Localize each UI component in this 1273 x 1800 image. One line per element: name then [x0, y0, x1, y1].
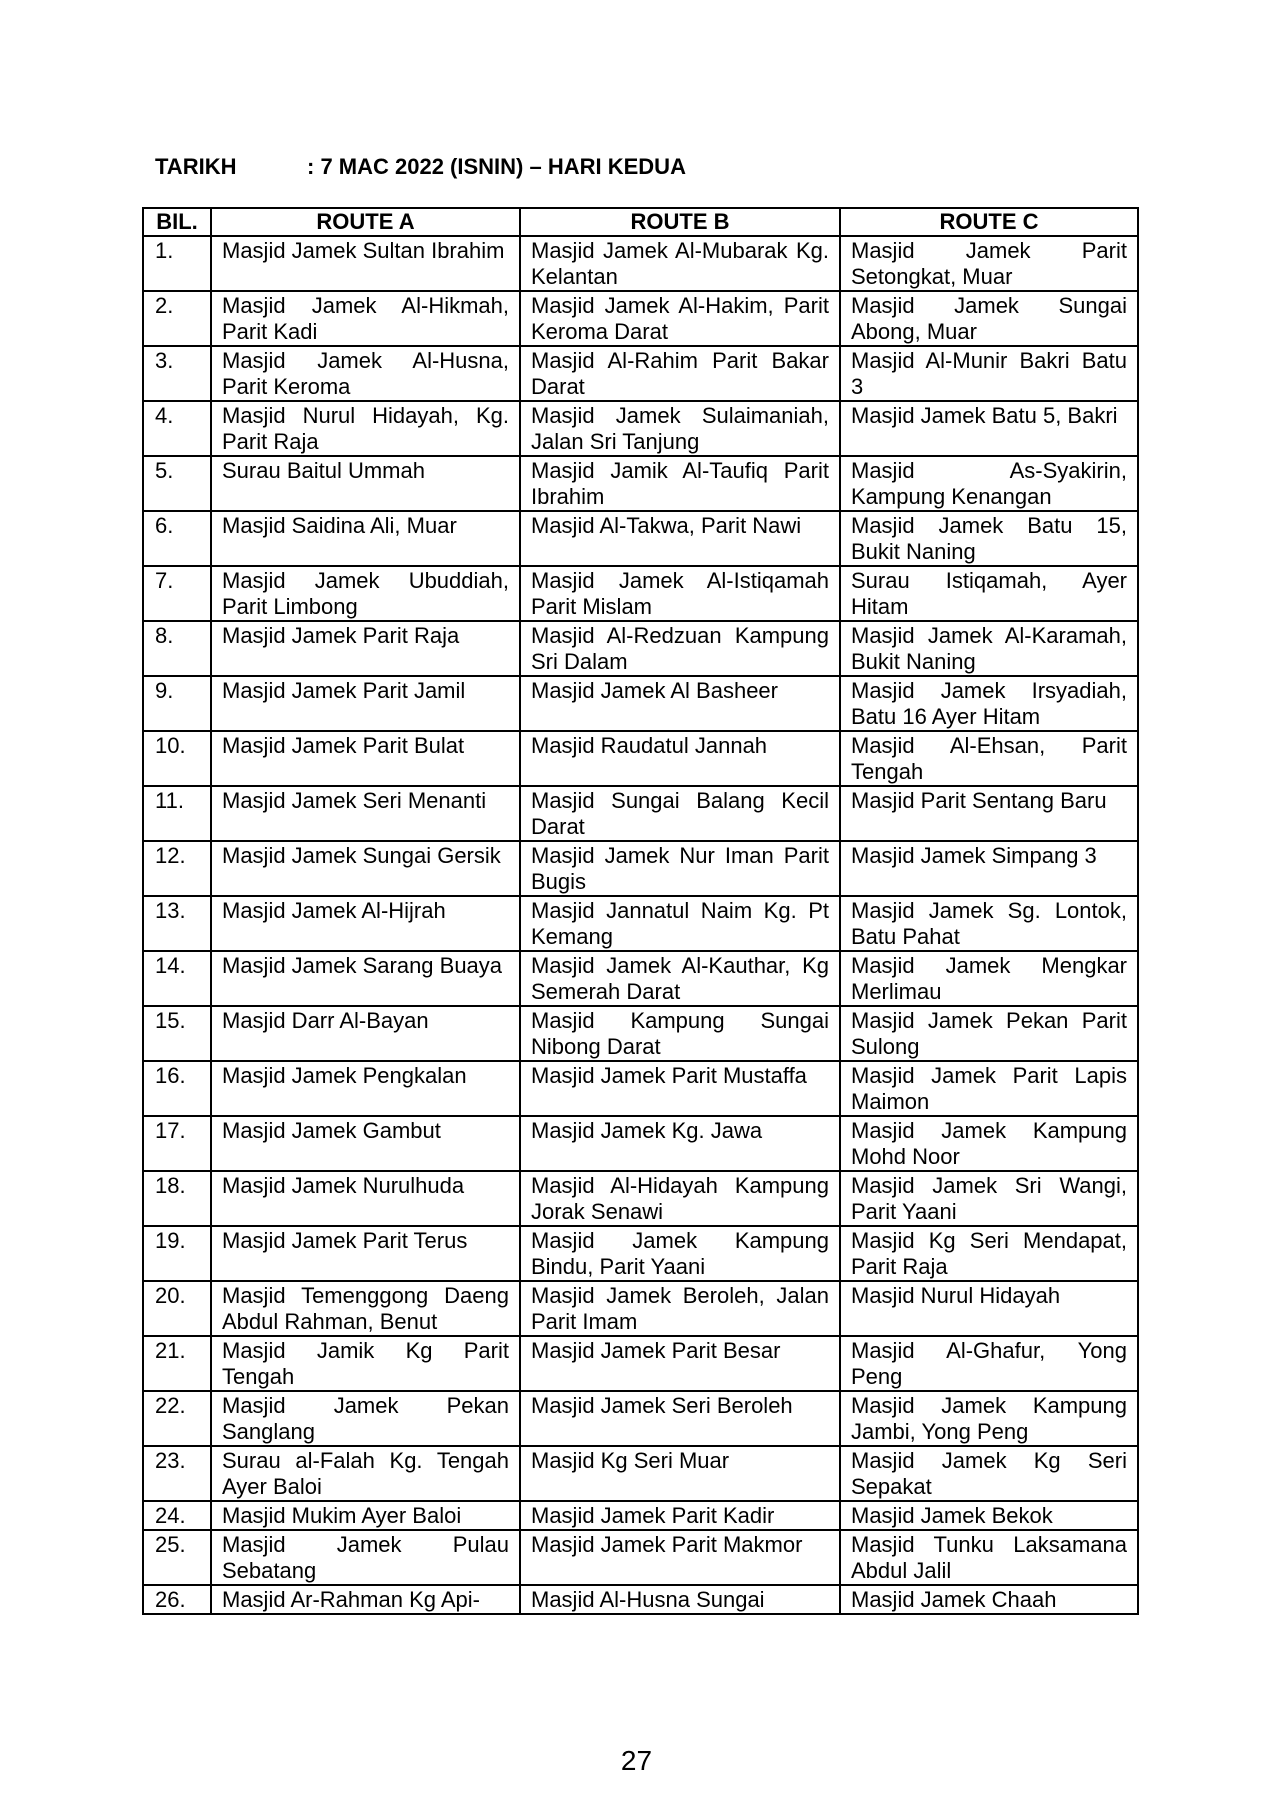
bil-cell: 16.	[143, 1061, 211, 1116]
route-b-cell: Masjid Jamek Kampung Bindu, Parit Yaani	[520, 1226, 840, 1281]
bil-cell: 2.	[143, 291, 211, 346]
table-row	[143, 291, 1138, 346]
route-a-cell: Masjid Jamek Al-Hikmah, Parit Kadi	[211, 291, 520, 346]
bil-cell: 20.	[143, 1281, 211, 1336]
route-c-cell: Masjid Jamek Kampung Mohd Noor	[840, 1116, 1138, 1171]
route-a-cell: Masjid Jamek Gambut	[211, 1116, 520, 1171]
route-a-cell: Masjid Jamek Pekan Sanglang	[211, 1391, 520, 1446]
table-row	[143, 1061, 1138, 1116]
route-c-cell: Masjid Jamek Irsyadiah, Batu 16 Ayer Hitam	[840, 676, 1138, 731]
route-a-cell: Surau al-Falah Kg. Tengah Ayer Baloi	[211, 1446, 520, 1501]
route-b-cell: Masjid Jamik Al-Taufiq Parit Ibrahim	[520, 456, 840, 511]
route-b-cell: Masjid Al-Takwa, Parit Nawi	[520, 511, 840, 566]
bil-cell: 8.	[143, 621, 211, 676]
route-b-cell: Masjid Jamek Parit Makmor	[520, 1530, 840, 1585]
route-a-cell: Masjid Jamek Al-Hijrah	[211, 896, 520, 951]
bil-cell: 1.	[143, 236, 211, 291]
route-b-cell: Masjid Raudatul Jannah	[520, 731, 840, 786]
table-row	[143, 896, 1138, 951]
table-row	[143, 1116, 1138, 1171]
table-row	[143, 841, 1138, 896]
route-c-cell: Masjid Al-Ehsan, Parit Tengah	[840, 731, 1138, 786]
bil-cell: 17.	[143, 1116, 211, 1171]
route-a-cell: Masjid Jamek Parit Bulat	[211, 731, 520, 786]
route-a-cell: Masjid Jamek Parit Jamil	[211, 676, 520, 731]
route-b-cell: Masjid Jamek Beroleh, Jalan Parit Imam	[520, 1281, 840, 1336]
table-row	[143, 1501, 1138, 1530]
route-b-cell: Masjid Jamek Kg. Jawa	[520, 1116, 840, 1171]
route-a-cell: Masjid Jamek Sarang Buaya	[211, 951, 520, 1006]
bil-cell: 18.	[143, 1171, 211, 1226]
route-a-cell: Masjid Saidina Ali, Muar	[211, 511, 520, 566]
table-row	[143, 511, 1138, 566]
route-a-cell: Surau Baitul Ummah	[211, 456, 520, 511]
route-a-cell: Masjid Jamek Pengkalan	[211, 1061, 520, 1116]
route-a-cell: Masjid Nurul Hidayah, Kg. Parit Raja	[211, 401, 520, 456]
route-b-cell: Masjid Jamek Al-Mubarak Kg. Kelantan	[520, 236, 840, 291]
bil-cell: 13.	[143, 896, 211, 951]
bil-cell: 25.	[143, 1530, 211, 1585]
route-a-cell: Masjid Jamek Seri Menanti	[211, 786, 520, 841]
route-c-cell: Masjid Jamek Kampung Jambi, Yong Peng	[840, 1391, 1138, 1446]
route-a-cell: Masjid Temenggong Daeng Abdul Rahman, Benut	[211, 1281, 520, 1336]
route-c-cell: Masjid Jamek Batu 5, Bakri	[840, 401, 1138, 456]
column-header-bil: BIL.	[143, 208, 211, 236]
bil-cell: 3.	[143, 346, 211, 401]
route-schedule-table	[142, 207, 1139, 1615]
route-b-cell: Masjid Jamek Al-Istiqamah Parit Mislam	[520, 566, 840, 621]
route-a-cell: Masjid Jamek Sungai Gersik	[211, 841, 520, 896]
route-a-cell: Masjid Darr Al-Bayan	[211, 1006, 520, 1061]
route-a-cell: Masjid Jamek Pulau Sebatang	[211, 1530, 520, 1585]
route-c-cell: Masjid Jamek Mengkar Merlimau	[840, 951, 1138, 1006]
route-a-cell: Masjid Jamek Parit Raja	[211, 621, 520, 676]
route-b-cell: Masjid Jamek Sulaimaniah, Jalan Sri Tanjung	[520, 401, 840, 456]
bil-cell: 12.	[143, 841, 211, 896]
route-a-cell: Masjid Mukim Ayer Baloi	[211, 1501, 520, 1530]
route-c-cell: Masjid Jamek Parit Lapis Maimon	[840, 1061, 1138, 1116]
bil-cell: 14.	[143, 951, 211, 1006]
route-b-cell: Masjid Jamek Parit Kadir	[520, 1501, 840, 1530]
route-a-cell: Masjid Ar-Rahman Kg Api-	[211, 1585, 520, 1614]
route-b-cell: Masjid Jamek Parit Besar	[520, 1336, 840, 1391]
route-a-cell: Masjid Jamek Parit Terus	[211, 1226, 520, 1281]
table-row	[143, 1446, 1138, 1501]
date-value: : 7 MAC 2022 (ISNIN) – HARI KEDUA	[307, 154, 686, 179]
route-a-cell: Masjid Jamek Ubuddiah, Parit Limbong	[211, 566, 520, 621]
table-row	[143, 951, 1138, 1006]
route-c-cell: Masjid Jamek Kg Seri Sepakat	[840, 1446, 1138, 1501]
route-c-cell: Masjid Jamek Sri Wangi, Parit Yaani	[840, 1171, 1138, 1226]
route-c-cell: Masjid Tunku Laksamana Abdul Jalil	[840, 1530, 1138, 1585]
bil-cell: 4.	[143, 401, 211, 456]
route-c-cell: Masjid Parit Sentang Baru	[840, 786, 1138, 841]
date-label: TARIKH	[155, 154, 237, 179]
table-row	[143, 456, 1138, 511]
table-row	[143, 401, 1138, 456]
page-number: 27	[620, 1745, 653, 1776]
bil-cell: 22.	[143, 1391, 211, 1446]
table-row	[143, 731, 1138, 786]
route-b-cell: Masjid Jamek Nur Iman Parit Bugis	[520, 841, 840, 896]
column-header-route-b: ROUTE B	[520, 208, 840, 236]
column-header-route-a: ROUTE A	[211, 208, 520, 236]
route-b-cell: Masjid Jamek Al-Kauthar, Kg Semerah Darat	[520, 951, 840, 1006]
route-a-cell: Masjid Jamek Sultan Ibrahim	[211, 236, 520, 291]
route-b-cell: Masjid Jannatul Naim Kg. Pt Kemang	[520, 896, 840, 951]
route-c-cell: Masjid Jamek Chaah	[840, 1585, 1138, 1614]
route-c-cell: Masjid Jamek Sg. Lontok, Batu Pahat	[840, 896, 1138, 951]
route-b-cell: Masjid Al-Hidayah Kampung Jorak Senawi	[520, 1171, 840, 1226]
route-c-cell: Masjid Jamek Sungai Abong, Muar	[840, 291, 1138, 346]
route-a-cell: Masjid Jamik Kg Parit Tengah	[211, 1336, 520, 1391]
bil-cell: 21.	[143, 1336, 211, 1391]
route-b-cell: Masjid Jamek Al Basheer	[520, 676, 840, 731]
table-row	[143, 1226, 1138, 1281]
bil-cell: 26.	[143, 1585, 211, 1614]
bil-cell: 10.	[143, 731, 211, 786]
route-b-cell: Masjid Kg Seri Muar	[520, 1446, 840, 1501]
date-header	[155, 154, 686, 180]
route-c-cell: Masjid Jamek Al-Karamah, Bukit Naning	[840, 621, 1138, 676]
route-c-cell: Masjid Jamek Pekan Parit Sulong	[840, 1006, 1138, 1061]
table-row	[143, 1336, 1138, 1391]
table-row	[143, 1281, 1138, 1336]
bil-cell: 9.	[143, 676, 211, 731]
route-c-cell: Masjid Kg Seri Mendapat, Parit Raja	[840, 1226, 1138, 1281]
bil-cell: 5.	[143, 456, 211, 511]
route-b-cell: Masjid Al-Husna Sungai	[520, 1585, 840, 1614]
route-c-cell: Masjid Jamek Parit Setongkat, Muar	[840, 236, 1138, 291]
route-b-cell: Masjid Al-Rahim Parit Bakar Darat	[520, 346, 840, 401]
table-row	[143, 621, 1138, 676]
table-row	[143, 1585, 1138, 1614]
table-row	[143, 236, 1138, 291]
route-c-cell: Masjid Nurul Hidayah	[840, 1281, 1138, 1336]
route-c-cell: Masjid Jamek Simpang 3	[840, 841, 1138, 896]
bil-cell: 15.	[143, 1006, 211, 1061]
route-a-cell: Masjid Jamek Al-Husna, Parit Keroma	[211, 346, 520, 401]
table-row	[143, 346, 1138, 401]
route-b-cell: Masjid Sungai Balang Kecil Darat	[520, 786, 840, 841]
route-c-cell: Masjid Al-Munir Bakri Batu 3	[840, 346, 1138, 401]
table-row	[143, 1171, 1138, 1226]
route-c-cell: Masjid Jamek Batu 15, Bukit Naning	[840, 511, 1138, 566]
route-b-cell: Masjid Al-Redzuan Kampung Sri Dalam	[520, 621, 840, 676]
table-row	[143, 1391, 1138, 1446]
table-row	[143, 1006, 1138, 1061]
route-b-cell: Masjid Jamek Al-Hakim, Parit Keroma Darat	[520, 291, 840, 346]
table-row	[143, 1530, 1138, 1585]
route-b-cell: Masjid Kampung Sungai Nibong Darat	[520, 1006, 840, 1061]
route-c-cell: Masjid As-Syakirin, Kampung Kenangan	[840, 456, 1138, 511]
bil-cell: 19.	[143, 1226, 211, 1281]
route-c-cell: Masjid Jamek Bekok	[840, 1501, 1138, 1530]
bil-cell: 24.	[143, 1501, 211, 1530]
bil-cell: 7.	[143, 566, 211, 621]
route-a-cell: Masjid Jamek Nurulhuda	[211, 1171, 520, 1226]
bil-cell: 11.	[143, 786, 211, 841]
table-row	[143, 566, 1138, 621]
route-c-cell: Surau Istiqamah, Ayer Hitam	[840, 566, 1138, 621]
table-row	[143, 676, 1138, 731]
column-header-route-c: ROUTE C	[840, 208, 1138, 236]
bil-cell: 6.	[143, 511, 211, 566]
route-b-cell: Masjid Jamek Parit Mustaffa	[520, 1061, 840, 1116]
table-row	[143, 786, 1138, 841]
route-c-cell: Masjid Al-Ghafur, Yong Peng	[840, 1336, 1138, 1391]
bil-cell: 23.	[143, 1446, 211, 1501]
route-b-cell: Masjid Jamek Seri Beroleh	[520, 1391, 840, 1446]
table-header-row	[143, 208, 1138, 236]
